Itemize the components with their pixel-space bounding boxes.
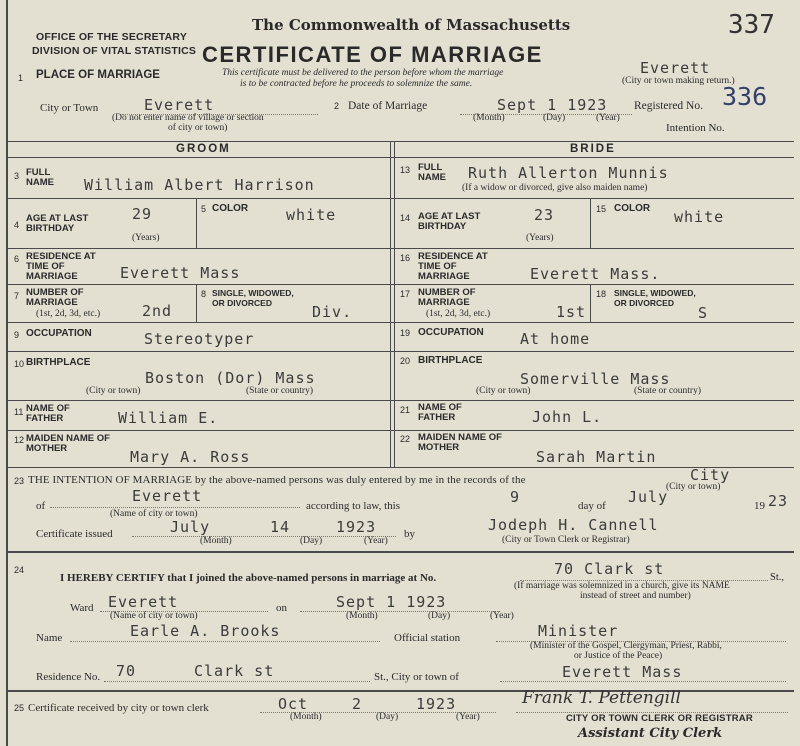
- row-rule-2: [8, 248, 794, 249]
- groom-birthplace-num: 10: [14, 359, 25, 369]
- intention-year-suffix: 23: [768, 492, 789, 510]
- date-of-marriage-label: Date of Marriage: [348, 100, 428, 112]
- bride-mother: Sarah Martin: [536, 448, 657, 466]
- place-num: 1: [18, 73, 24, 83]
- groom-residence: Everett Mass: [120, 264, 241, 282]
- groom-occupation: Stereotyper: [144, 330, 255, 348]
- bride-bp-state-note: (State or country): [634, 386, 702, 396]
- official-station: Minister: [538, 622, 619, 640]
- row-rule-1: [8, 198, 794, 199]
- row-rule-6: [8, 400, 794, 401]
- bride-father: John L.: [532, 408, 603, 426]
- groom-birthplace-label: BIRTHPLACE: [26, 357, 91, 368]
- commonwealth-heading: The Commonwealth of Massachusetts: [252, 16, 571, 34]
- city-note-2: of city or town): [168, 123, 228, 133]
- groom-bp-state-note: (State or country): [246, 386, 314, 396]
- heading-rule: [8, 157, 794, 158]
- issued-day: 14: [270, 518, 291, 536]
- intention-city-underline: [50, 507, 300, 508]
- groom-age-num: 4: [14, 220, 20, 230]
- church-note-1: (If marriage was solemnized in a church, give its NAME: [514, 581, 730, 591]
- row-rule-7: [8, 430, 794, 431]
- bride-full-name: Ruth Allerton Munnis: [468, 164, 669, 182]
- issued-by-label: by: [404, 528, 415, 540]
- issued-label: Certificate issued: [36, 528, 113, 540]
- groom-color-label: COLOR: [212, 203, 249, 214]
- groom-name-num: 3: [14, 171, 20, 181]
- groom-residence-label: RESIDENCE AT TIME OF MARRIAGE: [26, 251, 96, 282]
- groom-bp-city-note: (City or town): [86, 386, 141, 396]
- date-month-note: (Month): [473, 113, 505, 123]
- intention-city: Everett: [132, 487, 203, 505]
- bride-occupation: At home: [520, 330, 591, 348]
- bride-mother-num: 22: [400, 434, 411, 444]
- received-year-note: (Year): [456, 712, 480, 722]
- on-label: on: [276, 602, 287, 614]
- groom-age-unit: (Years): [132, 233, 160, 243]
- groom-father-label: NAME OF FATHER: [26, 403, 70, 424]
- clerk-name: Jodeph H. Cannell: [488, 516, 659, 534]
- issued-day-note: (Day): [300, 536, 323, 546]
- bride-age: 23: [534, 206, 555, 224]
- bride-age-num: 14: [400, 213, 411, 223]
- groom-color-split: [196, 198, 197, 248]
- division-label: DIVISION OF VITAL STATISTICS: [32, 45, 197, 57]
- received-month-note: (Month): [290, 712, 322, 722]
- bride-residence: Everett Mass.: [530, 265, 661, 283]
- solemn-day-note: (Day): [428, 611, 451, 621]
- groom-father: William E.: [118, 409, 219, 427]
- section-24-rule: [8, 551, 794, 553]
- bride-residence-label: RESIDENCE AT TIME OF MARRIAGE: [418, 251, 488, 282]
- station-note-1: (Minister of the Gospel, Clergyman, Priest, Rabbi,: [530, 641, 722, 651]
- center-divider: [390, 141, 391, 467]
- bride-age-unit: (Years): [526, 233, 554, 243]
- page-number: 337: [728, 10, 775, 40]
- groom-color: white: [286, 206, 337, 224]
- table-top-rule: [8, 141, 794, 142]
- city-or-town-label: City or Town: [40, 102, 99, 114]
- solemn-year-note: (Year): [490, 611, 514, 621]
- officiant-city-underline: [500, 681, 786, 682]
- return-city-note: (City or town making return.): [622, 76, 735, 86]
- groom-status-num: 8: [201, 289, 207, 299]
- groom-number-label: NUMBER OF MARRIAGE: [26, 287, 84, 308]
- bride-birthplace-num: 20: [400, 356, 411, 366]
- groom-mother-num: 12: [14, 435, 25, 445]
- intention-text: THE INTENTION OF MARRIAGE by the above-named persons was duly entered by me in the records of the: [28, 474, 526, 486]
- table-bottom-rule: [8, 467, 794, 468]
- groom-color-num: 5: [201, 204, 207, 214]
- officiant-residence-st: Clark st: [194, 662, 275, 680]
- st-label: St.,: [770, 572, 785, 583]
- intention-law-text: according to law, this: [306, 500, 400, 512]
- groom-status-split: [196, 284, 197, 322]
- issued-month-note: (Month): [200, 536, 232, 546]
- intention-of-label: of: [36, 500, 46, 512]
- officiant-residence-underline: [104, 681, 370, 682]
- groom-father-num: 11: [14, 407, 24, 417]
- clerk-title: CITY OR TOWN CLERK OR REGISTRAR: [566, 713, 753, 724]
- officiant-city: Everett Mass: [562, 663, 683, 681]
- bride-number-num: 17: [400, 289, 411, 299]
- bride-age-label: AGE AT LAST BIRTHDAY: [418, 211, 481, 232]
- solemn-month-note: (Month): [346, 611, 378, 621]
- groom-occupation-label: OCCUPATION: [26, 328, 92, 339]
- ward-label: Ward: [70, 602, 94, 614]
- groom-full-name: William Albert Harrison: [84, 176, 315, 194]
- received-label: Certificate received by city or town clerk: [28, 702, 209, 714]
- intention-num: 23: [14, 476, 25, 486]
- groom-occupation-num: 9: [14, 330, 20, 340]
- groom-birthplace: Boston (Dor) Mass: [145, 369, 316, 387]
- groom-residence-num: 6: [14, 254, 20, 264]
- issued-underline: [132, 536, 396, 537]
- bride-color-label: COLOR: [614, 203, 651, 214]
- intention-city-type-note: (City or town): [666, 482, 721, 492]
- received-year: 1923: [416, 695, 457, 713]
- bride-name-label: FULL NAME: [418, 162, 446, 183]
- solemnization-num: 24: [14, 565, 25, 575]
- groom-number-num: 7: [14, 291, 20, 301]
- date-num: 2: [334, 101, 340, 111]
- clerk-note: (City or Town Clerk or Registrar): [502, 535, 630, 545]
- groom-age: 29: [132, 205, 153, 223]
- bride-color-split: [590, 198, 591, 248]
- intention-number-label: Intention No.: [666, 122, 725, 134]
- city-value: Everett: [144, 96, 215, 114]
- place-of-marriage-label: PLACE OF MARRIAGE: [36, 69, 160, 81]
- row-rule-4: [8, 322, 794, 323]
- assistant-clerk: Assistant City Clerk: [578, 726, 723, 741]
- officiant-underline: [70, 641, 380, 642]
- solemnization-date: Sept 1 1923: [336, 593, 447, 611]
- center-divider-2: [394, 141, 395, 467]
- official-station-label: Official station: [394, 632, 461, 644]
- ward-value: Everett: [108, 593, 179, 611]
- bride-status-num: 18: [596, 289, 607, 299]
- solemnization-date-underline: [300, 611, 500, 612]
- certificate-title: CERTIFICATE OF MARRIAGE: [202, 42, 543, 67]
- bride-father-label: NAME OF FATHER: [418, 402, 462, 423]
- bride-mother-label: MAIDEN NAME OF MOTHER: [418, 432, 502, 453]
- certify-text: I HEREBY CERTIFY that I joined the above-named persons in marriage at No.: [60, 572, 437, 584]
- date-day-note: (Day): [543, 113, 566, 123]
- bride-birthplace: Somerville Mass: [520, 370, 671, 388]
- left-border: [6, 0, 8, 746]
- registered-label: Registered No.: [634, 100, 703, 112]
- bride-name-num: 13: [400, 165, 411, 175]
- date-of-marriage-value: Sept 1 1923: [497, 96, 608, 114]
- officiant-residence-no: 70: [116, 662, 137, 680]
- groom-age-label: AGE AT LAST BIRTHDAY: [26, 213, 89, 234]
- received-day-note: (Day): [376, 712, 399, 722]
- ward-note: (Name of city or town): [110, 611, 198, 621]
- bride-bp-city-note: (City or town): [476, 386, 531, 396]
- bride-father-num: 21: [400, 405, 411, 415]
- issued-month: July: [170, 518, 211, 536]
- bride-number-label: NUMBER OF MARRIAGE: [418, 287, 476, 308]
- date-year-note: (Year): [596, 113, 620, 123]
- bride-status-label: SINGLE, WIDOWED, OR DIVORCED: [614, 288, 696, 308]
- notice-line-1: This certificate must be delivered to the person before whom the marriage: [222, 68, 504, 78]
- received-num: 25: [14, 703, 25, 713]
- bride-occupation-num: 19: [400, 328, 411, 338]
- intention-city-type: City: [690, 466, 731, 484]
- bride-residence-num: 16: [400, 253, 411, 263]
- groom-number-note: (1st, 2d, 3d, etc.): [36, 309, 101, 319]
- groom-status-label: SINGLE, WIDOWED, OR DIVORCED: [212, 288, 294, 308]
- station-note-2: or Justice of the Peace): [574, 651, 663, 661]
- issued-year: 1923: [336, 518, 377, 536]
- groom-mother: Mary A. Ross: [130, 448, 251, 466]
- registered-number: 336: [722, 82, 768, 111]
- intention-month: July: [628, 488, 669, 506]
- bride-birthplace-label: BIRTHPLACE: [418, 355, 483, 366]
- bride-number-note: (1st, 2d, 3d, etc.): [426, 309, 491, 319]
- return-city-value: Everett: [640, 59, 711, 77]
- church-note-2: instead of street and number): [580, 591, 691, 601]
- officiant-name-label: Name: [36, 632, 63, 644]
- received-month: Oct: [278, 695, 309, 713]
- bride-color: white: [674, 208, 725, 226]
- groom-number: 2nd: [142, 302, 173, 320]
- bride-number: 1st: [556, 303, 587, 321]
- officiant-residence-label: Residence No.: [36, 671, 101, 683]
- solemnization-address: 70 Clark st: [554, 560, 665, 578]
- bride-status: S: [698, 304, 709, 322]
- intention-day-of: day of: [578, 500, 606, 512]
- intention-day: 9: [510, 488, 521, 506]
- row-rule-5: [8, 351, 794, 352]
- bride-heading: BRIDE: [570, 143, 616, 155]
- issued-year-note: (Year): [364, 536, 388, 546]
- bride-status-split: [590, 284, 591, 322]
- bride-color-num: 15: [596, 204, 607, 214]
- city-note-1: (Do not enter name of village or section: [112, 113, 264, 123]
- row-rule-3: [8, 284, 794, 285]
- clerk-signature: Frank T. Pettengill: [522, 688, 681, 708]
- groom-status: Div.: [312, 303, 353, 321]
- groom-name-label: FULL NAME: [26, 167, 54, 188]
- received-day: 2: [352, 695, 363, 713]
- officiant-city-label: St., City or town of: [374, 671, 459, 683]
- bride-maiden-note: (If a widow or divorced, give also maiden name): [462, 183, 648, 193]
- intention-year-prefix: 19: [754, 500, 765, 512]
- officiant-name: Earle A. Brooks: [130, 622, 281, 640]
- office-label: OFFICE OF THE SECRETARY: [36, 31, 188, 43]
- bride-occupation-label: OCCUPATION: [418, 327, 484, 338]
- groom-mother-label: MAIDEN NAME OF MOTHER: [26, 433, 110, 454]
- groom-heading: GROOM: [176, 143, 231, 155]
- intention-city-note: (Name of city or town): [110, 509, 198, 519]
- notice-line-2: is to be contracted before he proceeds to solemnize the same.: [240, 79, 473, 89]
